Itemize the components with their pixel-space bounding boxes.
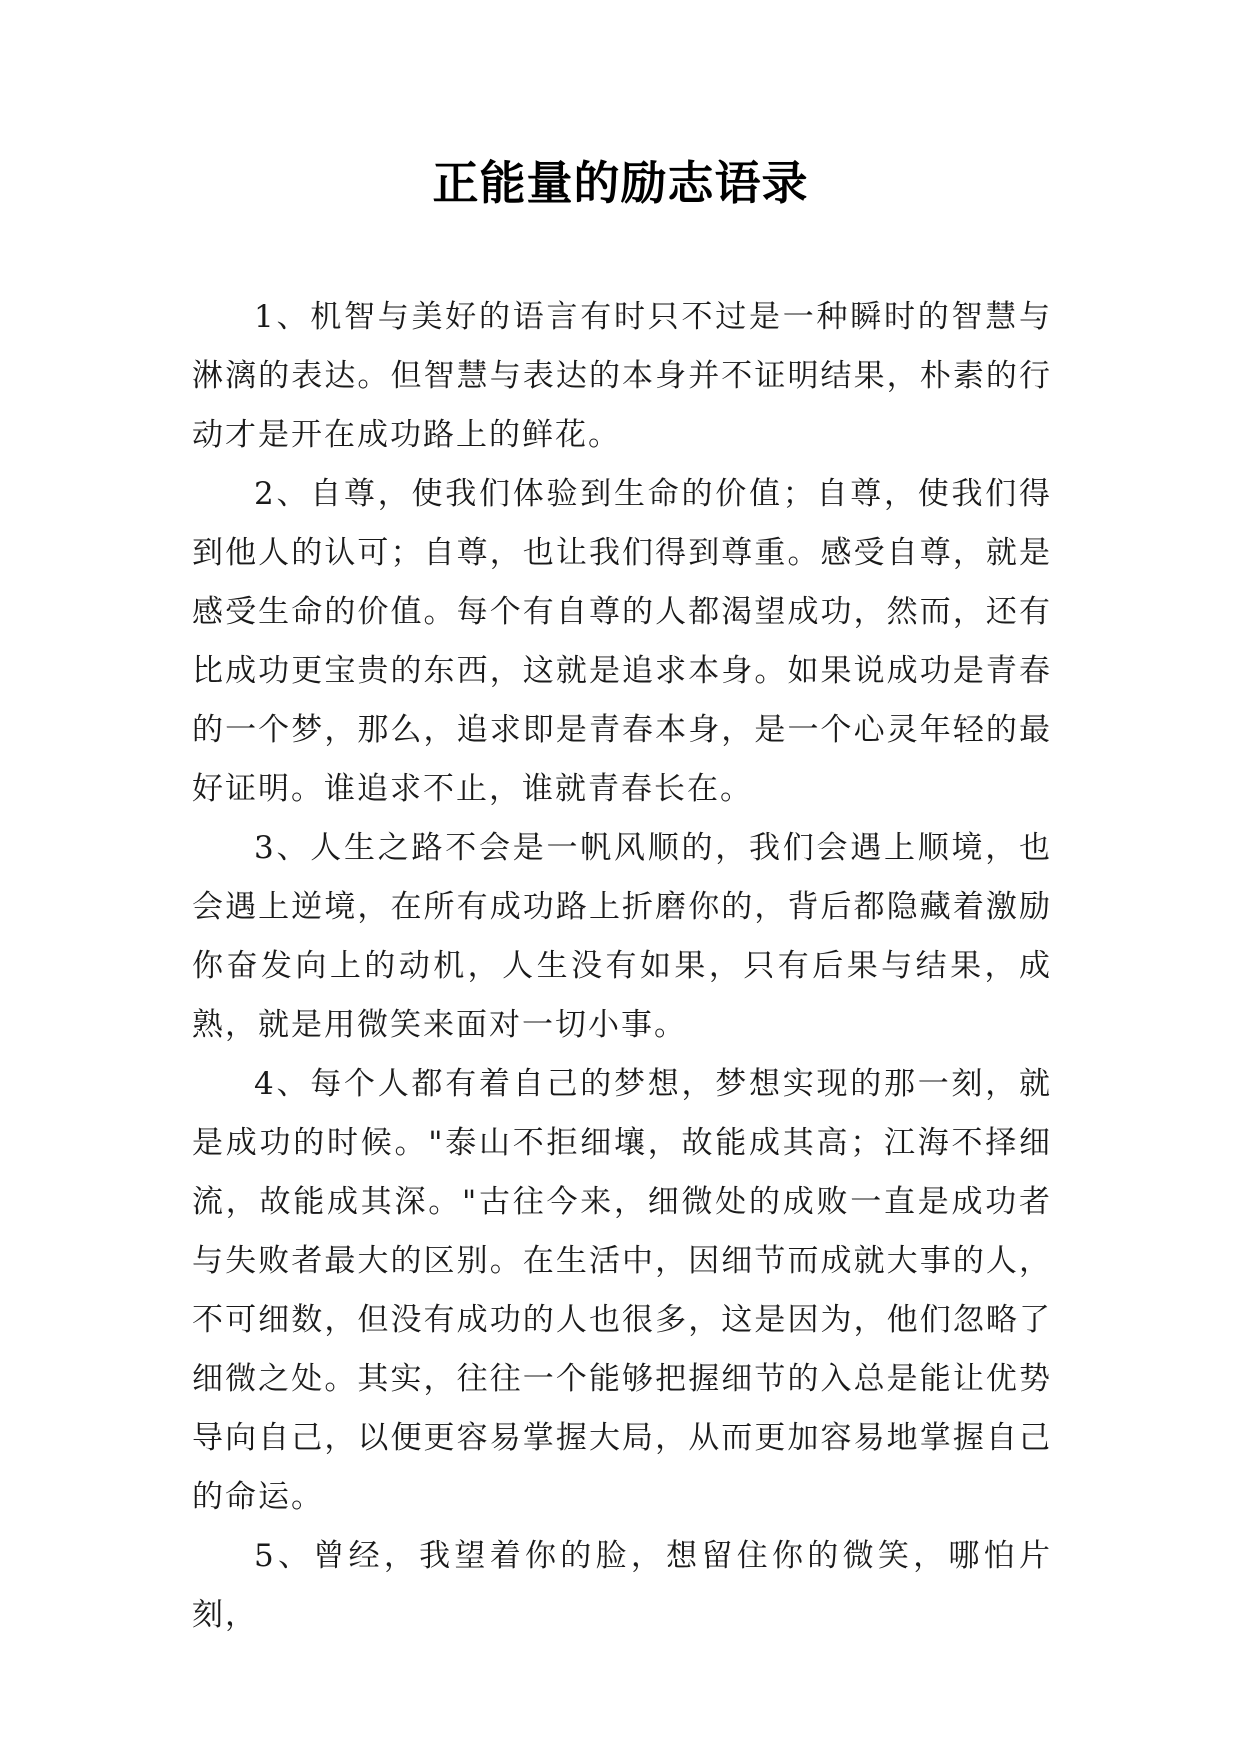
paragraph-1: 1、机智与美好的语言有时只不过是一种瞬时的智慧与淋漓的表达。但智慧与表达的本身并不证明结果，朴素的行动才是开在成功路上的鲜花。 [192, 299, 1052, 453]
paragraph-4: 4、每个人都有着自己的梦想，梦想实现的那一刻，就是成功的时候。"泰山不拒细壤，故能成其高；江海不择细流，故能成其深。"古往今来，细微处的成败一直是成功者与失败者最大的区别。在生活中，因细节而成就大事的人，不可细数，但没有成功的人也很多，这是因为，他们忽略了细微之处。其实，往往一个能够把握细节的入总是能让优势导向自己，以便更容易掌握大局，从而更加容易地掌握自己的命运。 [192, 1066, 1052, 1515]
paragraph-5: 5、曾经，我望着你的脸，想留住你的微笑，哪怕片刻， [192, 1538, 1052, 1633]
paragraph-2: 2、自尊，使我们体验到生命的价值；自尊，使我们得到他人的认可；自尊，也让我们得到尊重。感受自尊，就是感受生命的价值。每个有自尊的人都渴望成功，然而，还有比成功更宝贵的东西，这就是追求本身。如果说成功是青春的一个梦，那么，追求即是青春本身，是一个心灵年轻的最好证明。谁追求不止，谁就青春长在。 [192, 476, 1052, 807]
document-title: 正能量的励志语录 [432, 156, 809, 210]
document-body [192, 288, 1052, 1645]
paragraph-3: 3、人生之路不会是一帆风顺的，我们会遇上顺境，也会遇上逆境，在所有成功路上折磨你的，背后都隐藏着激励你奋发向上的动机，人生没有如果，只有后果与结果，成熟，就是用微笑来面对一切小事。 [192, 830, 1052, 1043]
